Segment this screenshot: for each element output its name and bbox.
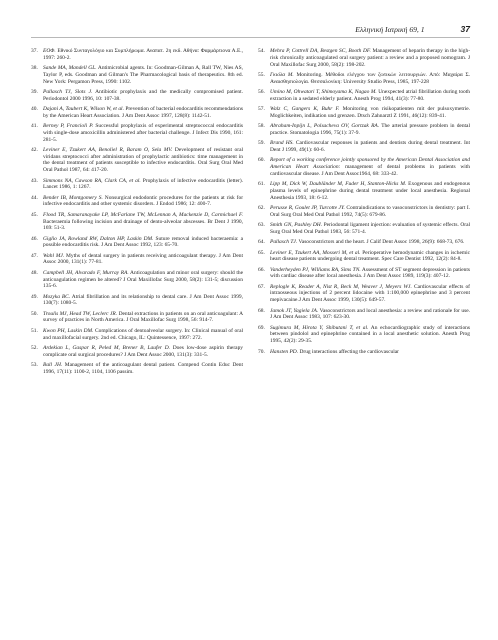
reference-citation: Exogenous and endogenous plasma levels of epinephrine during dental treatment under local anesthesia. Regional Anesthesia 1993, 18: 6-12. bbox=[270, 181, 471, 201]
reference-entry bbox=[258, 308, 470, 322]
reference-entry bbox=[31, 311, 243, 325]
reference-entry bbox=[31, 270, 243, 290]
reference-citation: Antimicrobial agents. In: Goodman-Gilman A, Rall TW, Nies AS, Taylor P, eds. Goodman and Gilman's The Pharmacological basis of therapeutics. 8th ed. New York: Pergamon Press, 1990: 1102. bbox=[43, 65, 243, 85]
reference-entry bbox=[31, 48, 243, 62]
reference-body bbox=[43, 328, 243, 342]
reference-body bbox=[270, 106, 470, 120]
reference-body bbox=[270, 267, 470, 281]
reference-entry bbox=[258, 205, 470, 219]
reference-number: 48. bbox=[31, 269, 38, 276]
reference-body bbox=[43, 253, 243, 267]
reference-number: 45. bbox=[31, 211, 38, 218]
reference-entry bbox=[258, 284, 470, 304]
reference-entry bbox=[31, 212, 243, 232]
reference-citation: Cardiovascular responses in patients and dentists during dental treatment. Int Dent J 1999, 49(1): 60-6. bbox=[270, 140, 470, 153]
reference-entry bbox=[31, 236, 243, 250]
reference-entry bbox=[31, 147, 243, 174]
reference-authors: Vanderheyden PJ, Williams RA, Sims TN. bbox=[270, 266, 361, 273]
reference-number: 57. bbox=[258, 106, 265, 113]
reference-body bbox=[43, 270, 243, 290]
reference-authors: ΕΟΦ. bbox=[43, 48, 56, 54]
reference-authors: Perusse R, Goulet JP, Turcotte JY. bbox=[270, 205, 345, 211]
reference-citation: Does low-dose aspirin therapy complicate oral surgical procedures? J Am Dent Assoc 2000, 131(3): 331-5. bbox=[43, 344, 243, 358]
reference-authors: Leviner E, Tzukert AA, Mosseri M, et al. bbox=[270, 249, 361, 256]
reference-authors: Ardekian L, Gaspar R, Peled M, Brener B, Laufer D. bbox=[43, 344, 170, 351]
reference-authors: Kwon PH, Laskin DM. bbox=[43, 327, 94, 334]
reference-number: 38. bbox=[31, 65, 38, 72]
reference-entry bbox=[258, 181, 470, 201]
reference-authors: Giglio JA, Rowland RW, Dalton HP, Laskin DM. bbox=[43, 235, 154, 242]
reference-citation: management of dental problems in patients with cardiovascular disease. J Am Dent Assoc1964, 68: 333-42. bbox=[270, 164, 470, 177]
reference-columns bbox=[31, 48, 470, 379]
reference-number: 54. bbox=[258, 48, 265, 54]
reference-number: 37. bbox=[31, 48, 38, 54]
reference-body bbox=[43, 178, 243, 192]
right-reference-column bbox=[258, 48, 470, 379]
reference-authors: Leviner E, Tzukert AA, Benoliel R, Baram O, Sela MV. bbox=[43, 146, 173, 153]
reference-authors: Sande MA, Mandell GL. bbox=[43, 65, 97, 72]
reference-citation: Unexpected atrial fibrillation during tooth extraction in a sedated elderly patient. Anesth Prog 1994, 41(3): 77-80. bbox=[270, 88, 471, 102]
reference-number: 47. bbox=[31, 252, 38, 259]
journal-running-title: Ελληνική Ιατρική 69, 1 bbox=[355, 25, 425, 34]
reference-authors: Report of a working conference jointly sponsored by the American Dental Association and American Heart Association: bbox=[270, 157, 470, 171]
reference-body bbox=[43, 345, 243, 359]
reference-entry bbox=[258, 106, 470, 120]
reference-entry bbox=[31, 178, 243, 192]
reference-citation: Prophylaxis of infective endocarditis (letter). Lancet 1986, 1: 1267. bbox=[43, 177, 244, 191]
reference-number: 59. bbox=[258, 140, 265, 147]
reference-entry bbox=[258, 349, 470, 356]
reference-number: 64. bbox=[258, 239, 265, 246]
reference-citation: The arterial pressure problem in dental practice. Stomatologia 1996, 75(1): 37-9. bbox=[270, 123, 470, 136]
reference-citation: Anticoagulation and minor oral surgery: should the anticoagulation regimen be altered? J Oral Maxillofac Surg 2000, 58(2): 131-5; discussion 135-6. bbox=[43, 269, 243, 290]
reference-entry bbox=[258, 157, 470, 177]
reference-body bbox=[43, 212, 243, 232]
reference-authors: Lipp M, Dick W, Daubländer M, Fuder H, Stanton-Hicks M. bbox=[270, 181, 407, 188]
reference-body bbox=[270, 308, 470, 322]
reference-body bbox=[270, 222, 470, 236]
reference-citation: Suture removal induced bacteraemia: a possible endocarditis risk. J Am Dent Assoc 1992, 123: 65-70. bbox=[43, 235, 243, 249]
reference-entry bbox=[258, 48, 470, 68]
reference-entry bbox=[31, 345, 243, 359]
reference-authors: Umino M, Ohwatari T, Shimoyama K, Nagao M. bbox=[270, 88, 377, 95]
reference-authors: Sugimura M, Hirota Y, Shibutani T, et al. bbox=[270, 324, 369, 331]
reference-entry bbox=[31, 328, 243, 342]
reference-citation: Perioperative hemodynamic changes in ischemic heart disease patients undergoing dental treatment. Spec Care Dentist 1992, 12(2): 84-8. bbox=[270, 249, 471, 263]
reference-citation: Development of resistant oral viridans streptococci after administration of prophylactic antibiotics: time management in the dental treatment of patients susceptible to infective endocarditis. Oral Surg Oral Med Oral Pathol 1987, 64: 417-20. bbox=[43, 146, 244, 174]
reference-citation: Assessment of ST segment depression in patients with cardiac disease after local anesthesia. J Am Dent Assoc 1989, 119(3): 407-12. bbox=[270, 266, 470, 280]
reference-entry bbox=[258, 325, 470, 345]
reference-entry bbox=[31, 65, 243, 85]
reference-entry bbox=[258, 239, 470, 246]
reference-number: 40. bbox=[31, 106, 38, 113]
reference-number: 56. bbox=[258, 88, 265, 95]
reference-authors: Dajani A, Taubert K, Wilson W, et al. bbox=[43, 106, 124, 113]
reference-citation: Prevention of bacterial endocarditis recommendations by the American Heart Association. J Am Dent Assoc 1997, 128(8): 1142-51. bbox=[43, 106, 243, 119]
page-header bbox=[31, 24, 470, 38]
reference-citation: Monitoring. Μέθοδοι ελέγχου των ζωτικών λειτουργιών. Από: Μαχαίρα Σ. Αναισθησιολογία. Θεσσαλονίκη: University Studio Press, 1985, 197-228 bbox=[270, 71, 470, 85]
reference-entry bbox=[258, 140, 470, 154]
reference-authors: Smith GN, Pashley DH. bbox=[270, 222, 323, 229]
reference-body bbox=[270, 239, 470, 246]
reference-number: 68. bbox=[258, 307, 265, 314]
reference-body bbox=[43, 195, 243, 209]
reference-citation: Complications of dentoalveolar surgery. In: Clinical manual of oral and maxillofacial surgery. 2nd ed. Chicago, IL: Quintessence, 1997: 272. bbox=[43, 327, 243, 341]
reference-authors: Jamok JT, Yagiela JA. bbox=[270, 307, 319, 314]
reference-entry bbox=[31, 106, 243, 120]
reference-body bbox=[270, 250, 470, 264]
reference-authors: Mozyka BC. bbox=[43, 293, 71, 300]
reference-body bbox=[43, 294, 243, 308]
reference-citation: Management of the anticoagulant dental patient. Compend Contin Educ Dent 1996, 17(11): 1100-2, 1104, 1106 passim. bbox=[43, 362, 244, 375]
reference-authors: Abraham-Inpijn L, Polsacheva OV, Gortzak RA. bbox=[270, 123, 380, 130]
reference-body bbox=[43, 106, 243, 120]
reference-body bbox=[43, 48, 243, 62]
reference-number: 51. bbox=[31, 327, 38, 334]
reference-number: 61. bbox=[258, 181, 265, 188]
reference-number: 62. bbox=[258, 205, 265, 211]
reference-authors: Pallasch TJ. bbox=[270, 239, 298, 246]
reference-authors: Troulis MJ, Head TW, Leclerc JR. bbox=[43, 310, 118, 317]
reference-number: 65. bbox=[258, 249, 265, 256]
reference-body bbox=[270, 284, 470, 304]
reference-body bbox=[270, 89, 470, 103]
reference-authors: Replogle K, Reader A, Nist R, Beck M, Weaver J, Meyers WJ. bbox=[270, 283, 412, 290]
reference-entry bbox=[258, 250, 470, 264]
reference-body bbox=[43, 311, 243, 325]
reference-body bbox=[270, 181, 470, 201]
reference-entry bbox=[31, 123, 243, 143]
reference-citation: Εθνικό Συνταγολόγιο και Συμπλήρωμα. Αναπατ. 2η εκδ. Αθήνα: Φαρμάρτιονα Α.Ε., 1997: 260-2. bbox=[43, 48, 243, 61]
reference-body bbox=[270, 123, 470, 137]
reference-authors: Hansten PD. bbox=[270, 348, 299, 355]
reference-number: 58. bbox=[258, 123, 265, 130]
reference-citation: Myths of dental surgery in patients receiving anticoagulant therapy. J Am Dent Assoc 2000, 131(1): 77-81. bbox=[43, 252, 244, 266]
reference-number: 42. bbox=[31, 146, 38, 153]
reference-citation: Nonsurgical endodontic procedures for the patients at risk for infective endocarditis and other systemic disorders. J Endod 1986; 12: 400-7. bbox=[43, 194, 244, 208]
reference-citation: Atrial fibrillation and its relationship to dental care. J Am Dent Assoc 1999, 130(7): 1080-5. bbox=[43, 293, 244, 307]
left-reference-column bbox=[31, 48, 243, 379]
reference-entry bbox=[258, 89, 470, 103]
reference-entry bbox=[258, 222, 470, 236]
reference-number: 44. bbox=[31, 194, 38, 201]
reference-authors: Bender IB, Montgomery S. bbox=[43, 194, 103, 201]
reference-citation: Drug interactions affecting the cardiovascular bbox=[299, 348, 399, 355]
reference-body bbox=[43, 65, 243, 85]
reference-entry bbox=[258, 72, 470, 86]
reference-number: 49. bbox=[31, 293, 38, 300]
reference-body bbox=[270, 140, 470, 154]
reference-authors: Simmons NA, Cawson RA, Clark CA, et al. bbox=[43, 177, 141, 184]
reference-citation: Vasoconstrictors and local anesthesia: a review and rationale for use. J Am Dent Assoc 1983, 107: 623-30. bbox=[270, 307, 471, 321]
reference-citation: Monitoring von risikopatienten mit der pulsoxymetrie. Moglichkeiten, indikation und grenzen. Dtsch Zahnarztl Z 1991, 46(12): 839-41. bbox=[270, 106, 471, 119]
reference-number: 52. bbox=[31, 344, 38, 351]
reference-body bbox=[270, 349, 470, 356]
reference-citation: Management of heparin therapy in the high-risk chronically anticoagulated oral surgery patient: a review and a proposed nomogram. J Oral Maxillofac Surg 2000, 58(2): 198-202. bbox=[270, 48, 471, 68]
reference-authors: Walz C, Gangers K, Buhr F. bbox=[270, 106, 340, 113]
reference-citation: Dental extractions in patients on an oral anticoagulant: A survey of practices in North America. J Oral Maxillofac Surg 1998, 56: 914-7. bbox=[43, 310, 244, 324]
reference-authors: Brand HS. bbox=[270, 140, 294, 147]
reference-citation: Contraindications to vasoconstrictors in dentistry: part I. Oral Surg Oral Med Oral Pathol 1992, 74(5): 679-86. bbox=[270, 205, 471, 218]
reference-citation: Antibiotic prophylaxis and the medically compromised patient. Periodontol 2000 1996, 10: 107-38. bbox=[43, 88, 243, 102]
reference-body bbox=[43, 89, 243, 103]
reference-number: 66. bbox=[258, 266, 265, 273]
page-number: 37 bbox=[460, 24, 470, 34]
reference-entry bbox=[31, 294, 243, 308]
reference-body bbox=[270, 325, 470, 345]
reference-citation: Periodontal ligament injection: evaluation of systemic effects. Oral Surg Oral Med Oral Pathol 1983, 56: 571-4. bbox=[270, 222, 471, 235]
reference-body bbox=[43, 362, 243, 376]
reference-number: 63. bbox=[258, 222, 265, 229]
reference-body bbox=[43, 236, 243, 250]
reference-number: 39. bbox=[31, 88, 38, 95]
reference-entry bbox=[258, 267, 470, 281]
reference-number: 69. bbox=[258, 324, 265, 331]
reference-number: 43. bbox=[31, 177, 38, 184]
reference-entry bbox=[258, 123, 470, 137]
reference-number: 70. bbox=[258, 348, 265, 355]
reference-number: 55. bbox=[258, 71, 265, 78]
reference-authors: Berney P, Francioli P. bbox=[43, 123, 94, 130]
reference-authors: Flood TR, Samaranayake LP, McFarlane TW, McLennan A, Mackenzie D, Carmichael F. bbox=[43, 211, 243, 218]
reference-body bbox=[43, 123, 243, 143]
reference-number: 41. bbox=[31, 123, 38, 130]
reference-entry bbox=[31, 362, 243, 376]
reference-number: 46. bbox=[31, 235, 38, 242]
reference-authors: Campbell JH, Alvarado F, Murray RA. bbox=[43, 269, 129, 276]
reference-body bbox=[270, 157, 470, 177]
reference-number: 67. bbox=[258, 283, 265, 290]
reference-body bbox=[270, 72, 470, 86]
reference-number: 60. bbox=[258, 157, 265, 164]
reference-entry bbox=[31, 253, 243, 267]
reference-entry bbox=[31, 195, 243, 209]
reference-citation: Vasoconstrictors and the heart. J Calif Dent Assoc 1998, 26(9): 668-73, 676. bbox=[298, 239, 465, 246]
reference-body bbox=[270, 205, 470, 219]
reference-citation: Cardiovascular effects of intraosseous injections of 2 percent lidocaine with 1:100,000 epinephrine and 3 percent mepivacaine.J Am Dent Assoc 1999, 130(5): 649-57. bbox=[270, 283, 470, 304]
reference-authors: Wahl MJ. bbox=[43, 252, 65, 259]
reference-entry bbox=[31, 89, 243, 103]
reference-number: 53. bbox=[31, 362, 38, 368]
reference-number: 50. bbox=[31, 310, 38, 317]
reference-authors: Γκιόλα Μ. bbox=[270, 71, 294, 78]
reference-authors: Pallasch TJ, Slots J. bbox=[43, 88, 93, 95]
reference-citation: Successful prophylaxis of experimental streptococcal endocarditis with single-dose amoxicillin administered after bacterial challenge. J Infect Dis 1990, 161: 281-5. bbox=[43, 123, 243, 143]
reference-body bbox=[270, 48, 470, 68]
reference-authors: Mehra P, Cottrell DA, Bestgen SC, Booth DF. bbox=[270, 48, 371, 54]
reference-citation: Bacteraemia following incision and drainage of dento-alveolar abscesses. Br Dent J 1990, 169: 51-3. bbox=[43, 218, 243, 232]
reference-citation: An echocardiographic study of interactions between pindolol and epinephrine contained in a local anesthetic solution. Anesth Prog 1995, 42(2): 29-35. bbox=[270, 324, 470, 345]
reference-body bbox=[43, 147, 243, 174]
reference-authors: Ball JH. bbox=[43, 362, 63, 368]
